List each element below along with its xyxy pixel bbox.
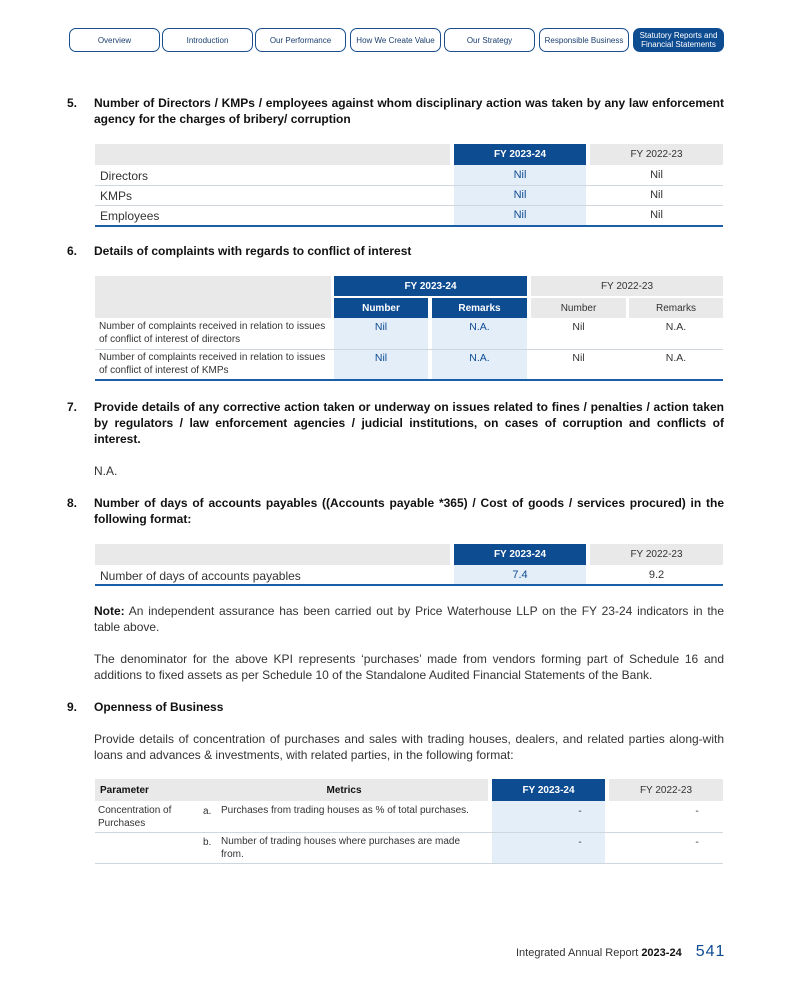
- cell-previous-number: Nil: [572, 352, 585, 364]
- section-9-title: Openness of Business: [94, 700, 224, 714]
- denominator-note: The denominator for the above KPI represents ‘purchases’ made from vendors forming part of Schedule 16 and additions to fixed assets as per Schedule 10 of the Standalone Audited Financial Statements of the Bank.: [94, 652, 724, 682]
- tab-our-performance[interactable]: Our Performance: [255, 28, 346, 52]
- row-divider: [95, 349, 723, 350]
- cell-current: Nil: [513, 168, 527, 181]
- subheader-number: Number: [334, 298, 428, 318]
- cell-current: -: [578, 836, 582, 848]
- header-fy-previous: FY 2022-23: [590, 144, 723, 165]
- row-label: Number of complaints received in relation to issues of conflict of interest of directors: [99, 321, 326, 345]
- section-6-title: Details of complaints with regards to conflict of interest: [94, 244, 412, 258]
- cell-current-number: Nil: [374, 352, 388, 364]
- row-divider: [95, 832, 723, 833]
- report-year: 2023-24: [641, 947, 682, 959]
- cell-current: -: [578, 805, 582, 817]
- header-parameter: Parameter: [100, 784, 149, 796]
- subheader-number: Number: [531, 298, 626, 318]
- tab-how-we-create-value[interactable]: How We Create Value: [350, 28, 441, 52]
- cell-current: 7.4: [512, 568, 528, 581]
- cell-previous: Nil: [650, 168, 663, 181]
- note-text: An independent assurance has been carried out by Price Waterhouse LLP on the FY 23-24 indicators in the table above.: [94, 604, 724, 634]
- table-header-blank: [95, 276, 331, 318]
- header-fy-current: FY 2023-24: [492, 779, 605, 801]
- table-header-blank: [95, 544, 450, 565]
- metric-text: Number of trading houses where purchases are made from.: [221, 836, 461, 860]
- table-bottom-rule: [95, 584, 723, 586]
- assurance-note: [94, 603, 724, 635]
- page-number: 541: [695, 943, 726, 960]
- header-fy-previous: FY 2022-23: [590, 544, 723, 565]
- table-bottom-rule: [95, 863, 723, 864]
- header-fy-previous: FY 2022-23: [609, 779, 723, 801]
- subheader-remarks: Remarks: [629, 298, 723, 318]
- section-5-title: Number of Directors / KMPs / employees against whom disciplinary action was taken by any law enforcement agency for the charges of bribery/ corruption: [94, 96, 724, 126]
- cell-previous-number: Nil: [572, 321, 585, 333]
- tab-overview[interactable]: Overview: [69, 28, 160, 52]
- tab-introduction[interactable]: Introduction: [162, 28, 253, 52]
- cell-current-remarks: N.A.: [469, 321, 490, 333]
- section-5-number: 5.: [67, 96, 78, 110]
- cell-previous: Nil: [650, 208, 663, 221]
- row-label: Directors: [100, 168, 149, 183]
- tab-responsible-business[interactable]: Responsible Business: [539, 28, 629, 52]
- row-label: KMPs: [100, 188, 133, 203]
- row-label: Number of days of accounts payables: [100, 568, 301, 583]
- section-9-intro: Provide details of concentration of purchases and sales with trading houses, dealers, and related parties along-with loans and advances & investments, with related parties, in the following format:: [94, 732, 724, 762]
- tab-our-strategy[interactable]: Our Strategy: [444, 28, 535, 52]
- header-fy-current: FY 2023-24: [454, 544, 586, 565]
- cell-current: Nil: [513, 188, 527, 201]
- parameter-label: Concentration of Purchases: [98, 805, 172, 829]
- cell-current-remarks: N.A.: [469, 352, 490, 364]
- top-navigation: [69, 28, 725, 52]
- note-label: Note:: [94, 604, 125, 618]
- cell-previous: 9.2: [648, 568, 665, 581]
- header-fy-previous: FY 2022-23: [531, 276, 723, 296]
- section-7-title: Provide details of any corrective action taken or underway on issues related to fines / penalties / action taken by regulators / law enforcement agencies / judicial institutions, on cases of corruption and conflicts of interest.: [94, 400, 724, 446]
- section-8-title: Number of days of accounts payables ((Accounts payable *365) / Cost of goods / services procured) in the following format:: [94, 496, 724, 526]
- header-fy-current: FY 2023-24: [334, 276, 527, 296]
- table-bottom-rule: [95, 379, 723, 381]
- cell-current-number: Nil: [374, 321, 388, 333]
- report-name: Integrated Annual Report: [516, 947, 639, 959]
- cell-previous: Nil: [650, 188, 663, 201]
- metric-letter: a.: [203, 805, 212, 817]
- cell-previous-remarks: N.A.: [665, 321, 687, 333]
- header-fy-current: FY 2023-24: [454, 144, 586, 165]
- subheader-remarks: Remarks: [432, 298, 527, 318]
- section-8-number: 8.: [67, 496, 78, 510]
- cell-previous-remarks: N.A.: [665, 352, 687, 364]
- table-header-blank: [95, 144, 450, 165]
- section-9-number: 9.: [67, 700, 78, 714]
- cell-previous: -: [695, 805, 699, 817]
- metric-letter: b.: [203, 836, 212, 848]
- cell-current: Nil: [513, 208, 527, 221]
- cell-previous: -: [695, 836, 699, 848]
- section-6-number: 6.: [67, 244, 78, 258]
- header-metrics: Metrics: [326, 784, 362, 796]
- section-7-answer: N.A.: [94, 464, 118, 478]
- row-label: Employees: [100, 208, 160, 223]
- page-footer: [516, 943, 725, 961]
- row-label: Number of complaints received in relation to issues of conflict of interest of KMPs: [99, 352, 326, 376]
- table-bottom-rule: [95, 225, 723, 227]
- tab-statutory-reports[interactable]: Statutory Reports and Financial Statements: [633, 28, 724, 52]
- section-7-number: 7.: [67, 400, 78, 414]
- metric-text: Purchases from trading houses as % of total purchases.: [221, 805, 469, 816]
